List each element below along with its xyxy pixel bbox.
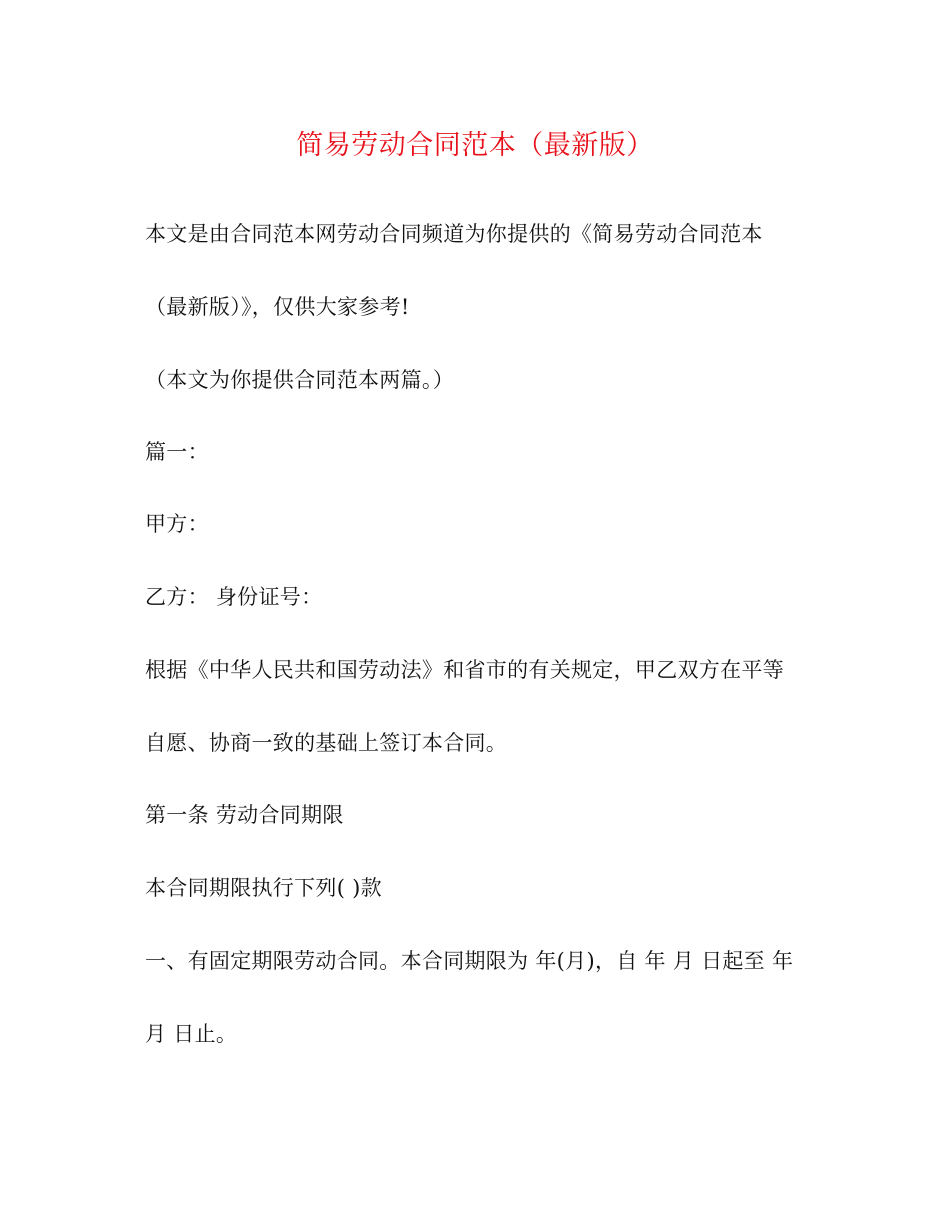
article-one-clause: 本合同期限执行下列( )款 xyxy=(145,876,382,900)
paragraph-note: （本文为你提供合同范本两篇。） xyxy=(145,368,454,392)
article-one-heading: 第一条 劳动合同期限 xyxy=(145,803,344,827)
party-a-label: 甲方： xyxy=(145,512,209,536)
paragraph-basis-line-2: 自愿、协商一致的基础上签订本合同。 xyxy=(145,731,508,755)
paragraph-intro-line-1: 本文是由合同范本网劳动合同频道为你提供的《简易劳动合同范本 xyxy=(145,222,763,246)
party-b-label: 乙方： 身份证号： xyxy=(145,585,323,609)
section-heading-part-one: 篇一： xyxy=(145,440,209,464)
article-one-item-1-line-2: 月 日止。 xyxy=(145,1022,238,1046)
paragraph-intro-line-2: （最新版）》，仅供大家参考! xyxy=(145,295,410,319)
document-title: 简易劳动合同范本（最新版） xyxy=(296,130,654,161)
paragraph-basis-line-1: 根据《中华人民共和国劳动法》和省市的有关规定，甲乙双方在平等 xyxy=(145,658,784,682)
article-one-item-1-line-1: 一、有固定期限劳动合同。本合同期限为 年(月)，自 年 月 日起至 年 xyxy=(145,949,794,973)
